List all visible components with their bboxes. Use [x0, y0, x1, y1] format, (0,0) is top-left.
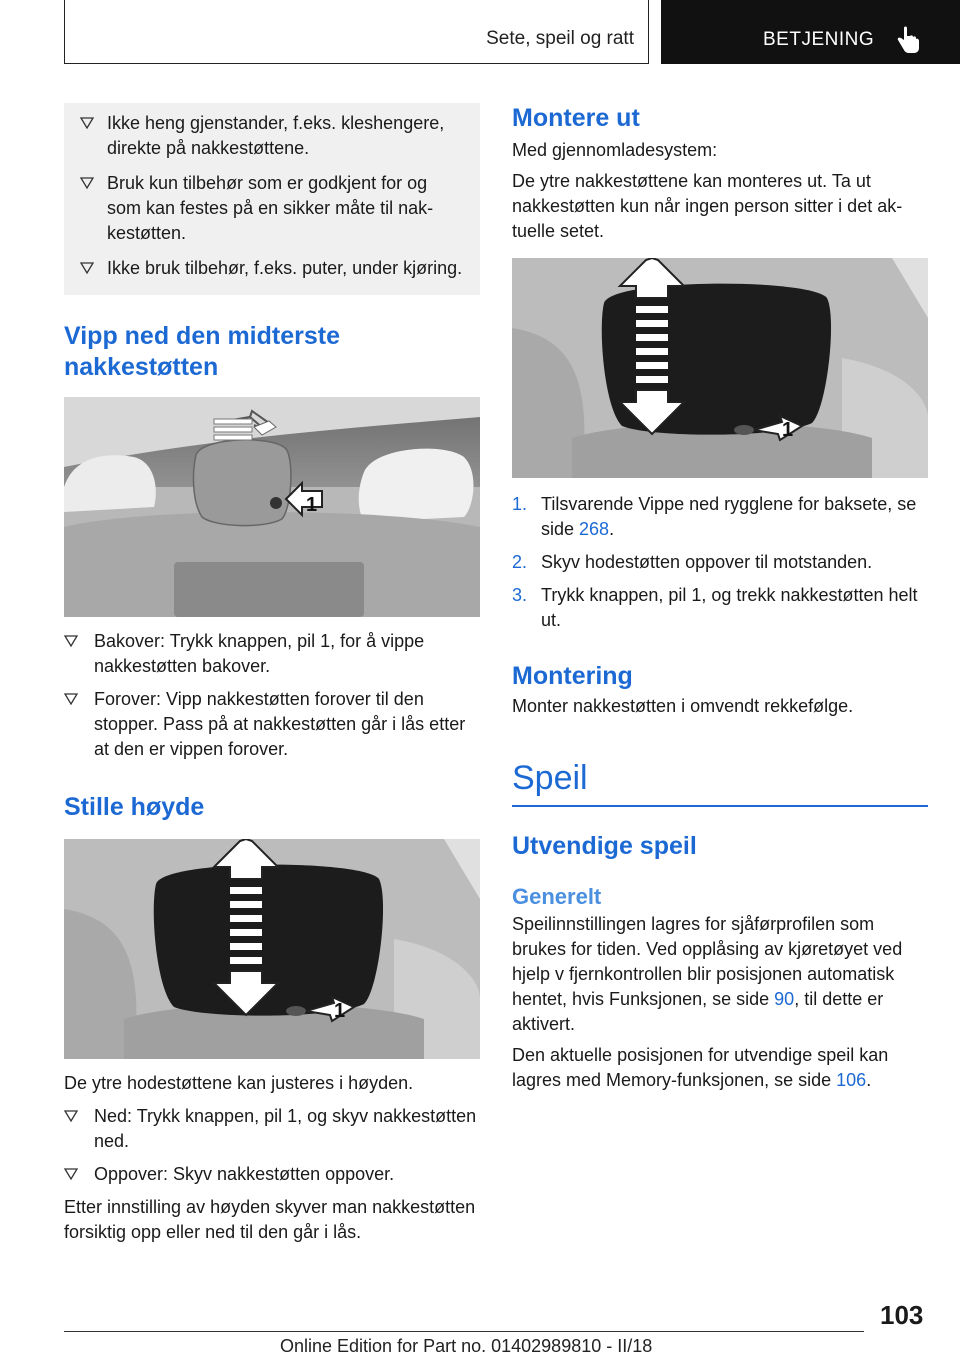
step-number: 1. [512, 494, 528, 514]
mount-text: Monter nakkestøtten i omvendt rekkefølge. [512, 696, 854, 716]
tilt-bullet [64, 629, 480, 679]
page-link-90[interactable]: 90 [774, 988, 795, 1009]
header-section-box [64, 0, 649, 64]
outer-mirrors-heading: Utvendige speil [512, 831, 697, 860]
tilt-headrest-illustration [64, 397, 480, 617]
speil-heading: Speil [512, 759, 588, 797]
warning-item [80, 171, 464, 246]
step-item [512, 583, 928, 633]
step-number: 3. [512, 585, 528, 605]
step-text: Trykk knappen, pil 1, og trekk nakkestøtten helt ut. [541, 585, 918, 630]
warning-text: Bruk kun tilbehør som er godkjent for og som kan festes på en sikker måte til nakkestøtten. [107, 173, 434, 243]
remove-headrest-illustration [512, 258, 928, 478]
footer-divider [64, 1331, 864, 1332]
header-chapter-box [661, 0, 960, 64]
tilt-heading: Vipp ned den midterste nakkestøtten [64, 322, 340, 381]
height-bullet-text: Oppover: Skyv nakkestøtten oppover. [94, 1164, 395, 1184]
warning-box [64, 103, 480, 295]
step-number: 2. [512, 552, 528, 572]
page-number: 103 [880, 1300, 924, 1330]
general-paragraph-2 [512, 1043, 928, 1093]
tilt-bullet-text: Bakover: Trykk knappen, pil 1, for å vippe nakkestøtten bakover. [94, 631, 425, 676]
speil-divider [512, 805, 928, 807]
warning-text: Ikke bruk tilbehør, f.eks. puter, under kjøring. [107, 258, 463, 278]
height-headrest-illustration [64, 839, 480, 1059]
tilt-bullet-text: Forover: Vipp nakkestøtten forover til den stopper. Pass på at nakkestøtten går i lås etter at den er vippen forover. [94, 689, 466, 759]
general-heading: Generelt [512, 883, 602, 909]
remove-heading: Montere ut [512, 104, 640, 132]
height-intro: De ytre hodestøttene kan justeres i høyden. [64, 1073, 414, 1093]
height-bullet [64, 1104, 480, 1154]
remove-callout: 1 [782, 419, 794, 441]
step-text: Tilsvarende Vippe ned rygglene for baksete, se side [541, 494, 917, 539]
height-outro: Etter innstilling av høyden skyver man nakkestøtten forsiktig opp eller ned til den går i lås. [64, 1197, 476, 1242]
triangle-bullet-icon [80, 261, 94, 275]
remove-text: De ytre nakkestøttene kan monteres ut. Ta ut nakkestøtten kun når ingen person sitter i det aktuelle setet. [512, 171, 903, 241]
chapter-title: BETJENING [763, 29, 875, 50]
general-p1-text-end: , til dette er aktivert. [512, 988, 884, 1034]
step-item [512, 550, 928, 575]
height-heading: Stille høyde [64, 793, 205, 821]
page-link-106[interactable]: 106 [836, 1069, 867, 1090]
left-column [64, 103, 480, 1245]
mount-heading: Montering [512, 662, 633, 690]
warning-text: Ikke heng gjenstander, f.eks. kleshengere, direkte på nakkestøttene. [107, 113, 445, 158]
height-bullet [64, 1162, 480, 1187]
section-title: Sete, speil og ratt [486, 28, 634, 49]
pointing-hand-icon [895, 26, 921, 54]
height-callout: 1 [334, 1000, 346, 1022]
warning-item [80, 256, 464, 281]
triangle-bullet-icon [64, 1167, 78, 1181]
edition-text: Online Edition for Part no. 01402989810 - II/18 [280, 1336, 653, 1356]
triangle-bullet-icon [64, 1109, 78, 1123]
step-item [512, 492, 928, 542]
tilt-callout: 1 [306, 494, 318, 516]
triangle-bullet-icon [64, 634, 78, 648]
step-text-end: . [609, 519, 615, 539]
remove-subtitle: Med gjennomladesystem: [512, 140, 718, 160]
general-p1-text: Speilinnstillingen lagres for sjåførprofilen som brukes for tiden. Ved opplåsing av kjøretøyet ved hjelp v fjernkontrollen blir posisjonen automatisk hentet, hvis Funksjonen, se side [512, 913, 903, 1009]
triangle-bullet-icon [64, 692, 78, 706]
warning-item [80, 111, 464, 161]
triangle-bullet-icon [80, 116, 94, 130]
tilt-bullet [64, 687, 480, 762]
right-column [512, 103, 928, 1093]
triangle-bullet-icon [80, 176, 94, 190]
general-paragraph-1 [512, 912, 928, 1037]
general-p2-text: Den aktuelle posisjonen for utvendige speil kan lagres med Memory-funksjonen, se side [512, 1044, 889, 1090]
step-text: Skyv hodestøtten oppover til motstanden. [541, 552, 873, 572]
general-p2-text-end: . [866, 1069, 872, 1090]
height-bullet-text: Ned: Trykk knappen, pil 1, og skyv nakkestøtten ned. [94, 1106, 477, 1151]
page-link-268[interactable]: 268 [579, 519, 610, 539]
